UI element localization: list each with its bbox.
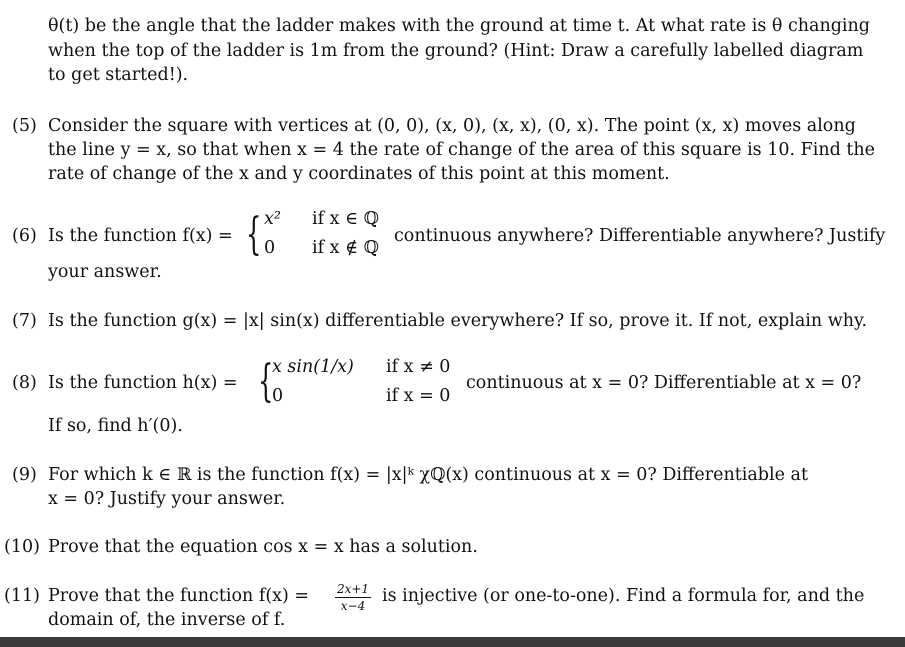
problem-8-tail: continuous at x = 0? Differentiable at x = 0? [466,373,862,393]
problem-8-case1-cond: if x ≠ 0 [386,357,451,377]
problem-6-number: (6) [12,226,37,246]
problem-10-line-1: Prove that the equation cos x = x has a solution. [48,537,478,557]
problem-8-number: (8) [12,373,37,393]
problem-8-brace: { [258,356,274,407]
problem-11-lead: Prove that the function f(x) = [48,586,310,606]
problem-9-line-2: x = 0? Justify your answer. [48,489,286,509]
problem-11-tail: is injective (or one-to-one). Find a formula for, and the [382,586,865,606]
intro-line-3: to get started!). [48,65,189,85]
problem-5-number: (5) [12,116,37,136]
problem-7-line-1: Is the function g(x) = |x| sin(x) differentiable everywhere? If so, prove it. If not, explain why. [48,311,868,331]
problem-6-lead: Is the function f(x) = [48,226,233,246]
problem-8-case1-expr: x sin(1/x) [272,357,354,377]
intro-line-2: when the top of the ladder is 1m from the ground? (Hint: Draw a carefully labelled diagram [48,41,864,61]
problem-6-case2-expr: 0 [264,238,276,258]
problem-5-line-3: rate of change of the x and y coordinates of this point at this moment. [48,164,670,184]
problem-8-lead: Is the function h(x) = [48,373,238,393]
problem-5-line-1: Consider the square with vertices at (0, 0), (x, 0), (x, x), (0, x). The point (x, x) moves along [48,116,856,136]
problem-5-line-2: the line y = x, so that when x = 4 the rate of change of the area of this square is 10. Find the [48,140,876,160]
problem-7-number: (7) [12,311,37,331]
problem-6-case1-expr: x² [264,209,281,229]
problem-11-line-2: domain of, the inverse of f. [48,610,286,630]
bottom-edge-bar [0,637,905,647]
problem-8-case2-expr: 0 [272,386,284,406]
problem-11-frac-denominator: x−4 [340,599,366,613]
problem-9-number: (9) [12,465,37,485]
problem-10-number: (10) [4,537,40,557]
problem-9-line-1: For which k ∈ ℝ is the function f(x) = |x|ᵏ χℚ(x) continuous at x = 0? Differentiable at [48,465,808,485]
problem-6-case2-cond: if x ∉ ℚ [312,238,379,258]
problem-11-frac-bar [335,597,371,598]
problem-11-number: (11) [4,586,40,606]
intro-line-1: θ(t) be the angle that the ladder makes with the ground at time t. At what rate is θ changing [48,16,871,36]
problem-6-tail: continuous anywhere? Differentiable anywhere? Justify [394,226,886,246]
problem-6-case1-cond: if x ∈ ℚ [312,209,379,229]
problem-8-case2-cond: if x = 0 [386,386,451,406]
problem-8-line-2: If so, find h′(0). [48,416,183,436]
problem-6-line-2: your answer. [48,262,162,282]
problem-11-frac-numerator: 2x+1 [336,582,370,596]
problem-6-brace: { [246,209,262,260]
